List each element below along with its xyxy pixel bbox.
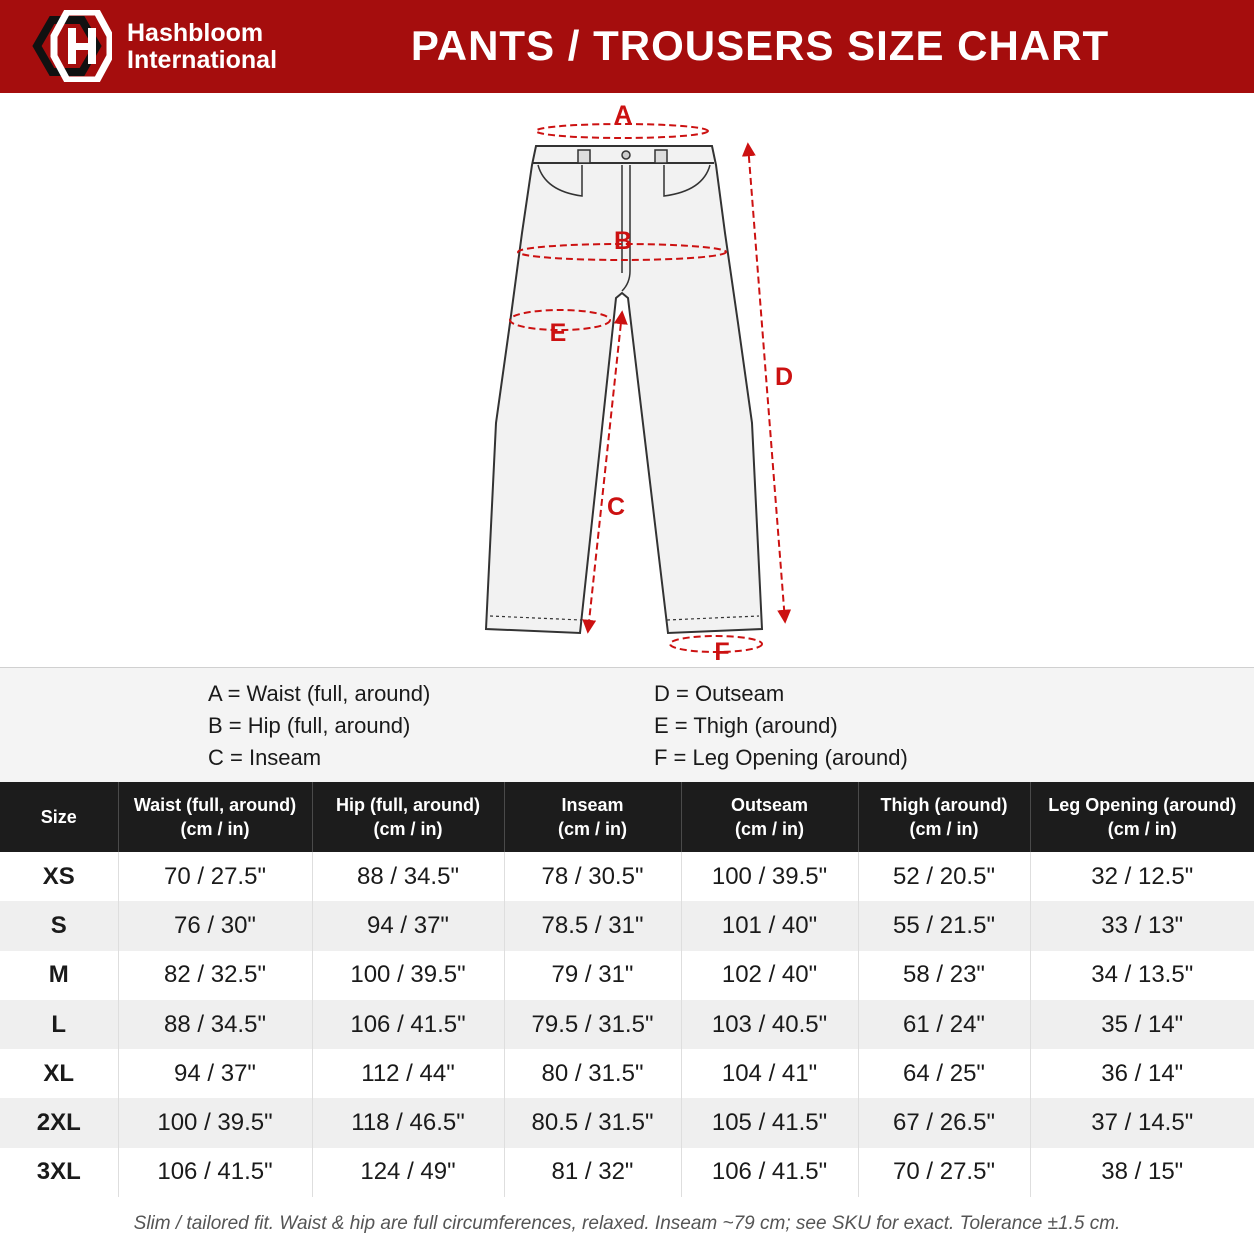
label-b: B [613,227,633,255]
measurement-cell: 78 / 30.5" [504,852,681,901]
measurement-legend [0,667,1254,782]
measurement-cell: 102 / 40" [681,951,858,1000]
measurement-cell: 88 / 34.5" [118,1000,312,1049]
legend-item-waist: A = Waist (full, around) [208,681,431,706]
footnote: Slim / tailored fit. Waist & hip are full circumferences, relaxed. Inseam ~79 cm; see SKU for exact. Tolerance ±1.5 cm. [133,1213,1121,1234]
legend-item-thigh: E = Thigh (around) [654,713,838,738]
label-c: C [606,493,626,521]
header-waist-label: Waist (full, around) [133,795,297,815]
header-outseam [681,782,858,852]
measurement-cell: 106 / 41.5" [312,1000,504,1049]
brand-line2: International [127,46,278,74]
table-row [0,1148,1254,1197]
measurement-cell: 80 / 31.5" [504,1049,681,1098]
brand-line1: Hashbloom [127,19,264,47]
measurement-cell: 52 / 20.5" [858,852,1030,901]
label-e: E [549,319,567,347]
measurement-cell: 88 / 34.5" [312,852,504,901]
header-hip-unit: (cm / in) [373,819,443,839]
measurement-cell: 106 / 41.5" [118,1148,312,1197]
measurement-cell: 35 / 14" [1030,1000,1254,1049]
table-body [0,852,1254,1197]
table-row [0,852,1254,901]
legend-left-column [208,678,430,774]
size-cell: XS [0,852,118,901]
header-waist-unit: (cm / in) [180,819,250,839]
table-row [0,1000,1254,1049]
size-cell: S [0,901,118,950]
header-thigh-unit: (cm / in) [909,819,979,839]
size-cell: 2XL [0,1098,118,1147]
measurement-cell: 105 / 41.5" [681,1098,858,1147]
label-a: A [613,101,633,129]
measurement-cell: 100 / 39.5" [681,852,858,901]
header-size [0,782,118,852]
header-outseam-label: Outseam [730,795,809,815]
header-leg-opening-label: Leg Opening (around) [1048,795,1237,815]
header-leg-opening-unit: (cm / in) [1107,819,1177,839]
header-size-label: Size [40,807,77,827]
pants-illustration [486,146,762,633]
legend-item-inseam: C = Inseam [208,745,322,770]
measurement-cell: 67 / 26.5" [858,1098,1030,1147]
measurement-cell: 94 / 37" [312,901,504,950]
label-d: D [774,363,794,391]
measurement-cell: 33 / 13" [1030,901,1254,950]
measurement-cell: 64 / 25" [858,1049,1030,1098]
measurement-cell: 61 / 24" [858,1000,1030,1049]
table-row [0,951,1254,1000]
measurement-cell: 82 / 32.5" [118,951,312,1000]
legend-item-hip: B = Hip (full, around) [208,713,411,738]
measurement-cell: 37 / 14.5" [1030,1098,1254,1147]
measurement-cell: 101 / 40" [681,901,858,950]
table-header-row [0,782,1254,852]
header-leg-opening [1030,782,1254,852]
measurement-cell: 94 / 37" [118,1049,312,1098]
header-thigh [858,782,1030,852]
size-table [0,782,1254,1197]
measurement-cell: 38 / 15" [1101,1158,1184,1186]
legend-item-outseam: D = Outseam [654,681,785,706]
measurement-cell: 104 / 41" [681,1049,858,1098]
table-row [0,1049,1254,1098]
measurement-cell: 36 / 14" [1101,1059,1184,1087]
measurement-cell: 70 / 27.5" [858,1148,1030,1197]
header-inseam [504,782,681,852]
measurement-cell: 55 / 21.5" [858,901,1030,950]
measurement-cell: 112 / 44" [312,1049,504,1098]
header-thigh-label: Thigh (around) [880,795,1008,815]
legend-item-leg-opening: F = Leg Opening (around) [654,745,908,770]
measurement-cell: 32 / 12.5" [1091,862,1194,890]
brand-name [127,20,277,74]
measurement-cell: 79.5 / 31.5" [504,1000,681,1049]
measurement-cell: 81 / 32" [504,1148,681,1197]
page-title: PANTS / TROUSERS SIZE CHART [410,22,1110,69]
pants-diagram [0,93,1254,667]
measurement-cell: 100 / 39.5" [118,1098,312,1147]
size-cell: L [0,1000,118,1049]
measurement-cell: 79 / 31" [504,951,681,1000]
measurement-cell: 118 / 46.5" [312,1098,504,1147]
measurement-cell: 80.5 / 31.5" [504,1098,681,1147]
header-waist [118,782,312,852]
legend-right-column [654,678,908,774]
measurement-cell: 78.5 / 31" [504,901,681,950]
measurement-cell: 106 / 41.5" [681,1148,858,1197]
size-cell: 3XL [0,1148,118,1197]
table-row [0,901,1254,950]
header-hip-label: Hip (full, around) [336,795,480,815]
brand-logo-icon [30,10,112,82]
label-f: F [714,638,730,666]
size-cell: XL [0,1049,118,1098]
measurement-cell: 58 / 23" [858,951,1030,1000]
measurement-cell: 100 / 39.5" [312,951,504,1000]
header-inseam-unit: (cm / in) [557,819,627,839]
size-cell: M [0,951,118,1000]
header-inseam-label: Inseam [561,795,624,815]
header-banner [0,0,1254,93]
measurement-cell: 34 / 13.5" [1091,961,1194,989]
table-row [0,1098,1254,1147]
header-hip [312,782,504,852]
header-outseam-unit: (cm / in) [734,819,804,839]
measurement-cell: 70 / 27.5" [118,852,312,901]
measurement-cell: 76 / 30" [118,901,312,950]
measurement-cell: 124 / 49" [312,1148,504,1197]
measurement-cell: 103 / 40.5" [681,1000,858,1049]
